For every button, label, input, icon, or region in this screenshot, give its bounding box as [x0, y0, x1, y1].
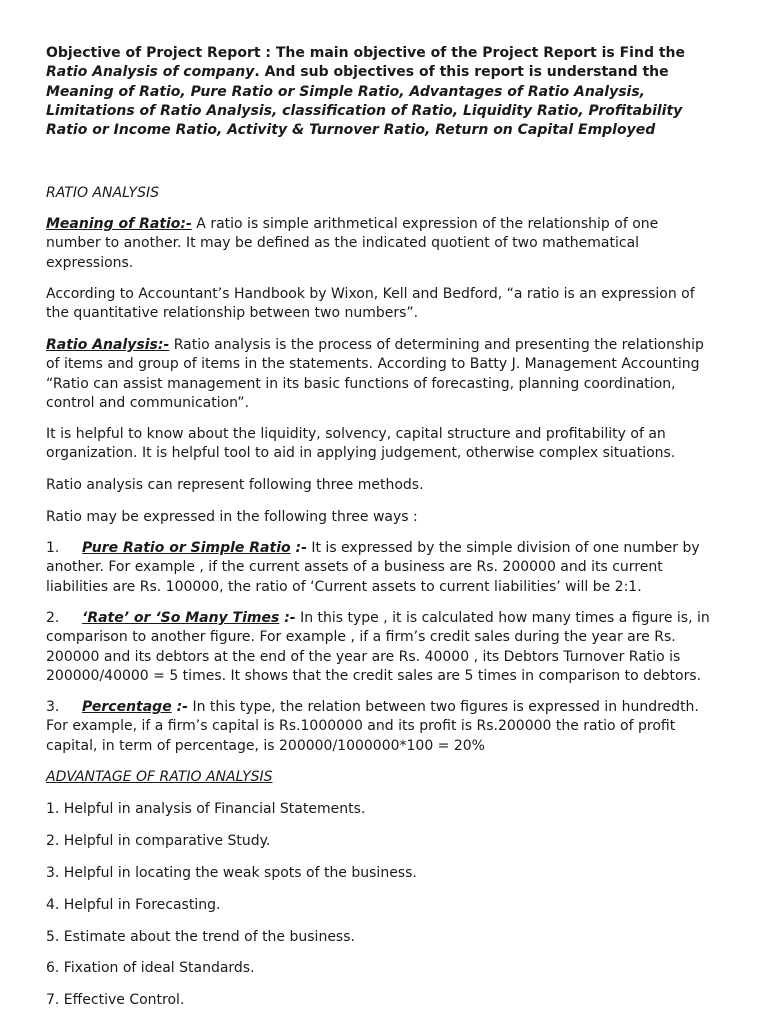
advantage-item-4: 4. Helpful in Forecasting. — [46, 897, 221, 913]
way-3-line-3: capital, in term of percentage, is 200000/1000000*100 = 20% — [46, 737, 485, 754]
advantage-item-3: 3. Helpful in locating the weak spots of the business. — [46, 865, 417, 881]
way-3-separator: :- — [171, 699, 188, 715]
advantage-item-2: 2. Helpful in comparative Study. — [46, 833, 271, 849]
way-1-line-2: another. For example , if the current assets of a business are Rs. 200000 and its current — [46, 559, 663, 576]
ratio-analysis-line-4: control and communication”. — [46, 394, 249, 411]
objective-line-3: Meaning of Ratio, Pure Ratio or Simple Ratio, Advantages of Ratio Analysis, — [46, 83, 645, 100]
ways-line: Ratio may be expressed in the following three ways : — [46, 509, 418, 525]
way-2-line-1 — [46, 609, 736, 628]
objective-ratio-analysis-phrase: Ratio Analysis of company — [46, 64, 255, 81]
ratio-analysis-line-2: of items and group of items in the statements. According to Batty J. Management Accounting — [46, 356, 700, 373]
handbook-line-2: the quantitative relationship between two numbers”. — [46, 305, 419, 322]
section-heading: RATIO ANALYSIS — [46, 185, 159, 201]
objective-line-4: Limitations of Ratio Analysis, classification of Ratio, Liquidity Ratio, Profitability — [46, 102, 683, 119]
advantage-heading: ADVANTAGE OF RATIO ANALYSIS — [46, 769, 273, 785]
way-1-label: Pure Ratio or Simple Ratio — [82, 540, 291, 556]
objective-line-2 — [46, 63, 736, 82]
way-3-line-2: For example, if a firm’s capital is Rs.1000000 and its profit is Rs.200000 the ratio of profit — [46, 718, 676, 735]
advantage-item-6: 6. Fixation of ideal Standards. — [46, 960, 255, 976]
way-3-line-1 — [46, 698, 736, 717]
way-3-number: 3. — [46, 699, 60, 715]
objective-paragraph — [46, 44, 736, 140]
ratio-analysis-label: Ratio Analysis:- — [46, 337, 170, 353]
way-1-number: 1. — [46, 540, 60, 556]
objective-line-5: Ratio or Income Ratio, Activity & Turnover Ratio, Return on Capital Employed — [46, 122, 656, 139]
way-2-separator: :- — [279, 610, 296, 626]
handbook-line-1: According to Accountant’s Handbook by Wixon, Kell and Bedford, “a ratio is an expression of — [46, 286, 695, 302]
way-2-line-1-text: In this type , it is calculated how many times a figure is, in — [295, 610, 710, 626]
ratio-analysis-line-1-text: Ratio analysis is the process of determining and presenting the relationship — [169, 337, 704, 353]
ratio-analysis-line-1 — [46, 336, 736, 355]
way-2-line-2: comparison to another figure. For example , if a firm’s credit sales during the year are Rs. — [46, 629, 676, 646]
way-2-line-3: 200000 and its debtors at the end of the year are Rs. 40000 , its Debtors Turnover Ratio is — [46, 648, 681, 665]
advantage-item-5: 5. Estimate about the trend of the business. — [46, 929, 355, 945]
way-1-line-3: liabilities are Rs. 100000, the ratio of ‘Current assets to current liabilities’ will be 2:1. — [46, 578, 642, 595]
meaning-line-2: number to another. It may be defined as the indicated quotient of two mathematical — [46, 235, 640, 252]
way-3-paragraph — [46, 698, 736, 756]
objective-line-1: Objective of Project Report : The main objective of the Project Report is Find the — [46, 45, 685, 61]
way-2-paragraph — [46, 609, 736, 686]
way-3-label: Percentage — [82, 699, 172, 715]
way-1-line-1-text: It is expressed by the simple division of one number by — [306, 540, 700, 556]
advantage-item-7: 7. Effective Control. — [46, 992, 185, 1008]
way-2-number: 2. — [46, 610, 60, 626]
way-2-line-4: 200000/40000 = 5 times. It shows that the credit sales are 5 times in comparison to debtors. — [46, 667, 702, 684]
way-1-line-1 — [46, 539, 736, 558]
helpful-paragraph — [46, 425, 736, 464]
meaning-paragraph — [46, 215, 736, 273]
methods-line: Ratio analysis can represent following three methods. — [46, 477, 424, 493]
way-1-paragraph — [46, 539, 736, 597]
meaning-line-1 — [46, 215, 736, 234]
way-1-separator: :- — [290, 540, 307, 556]
advantage-item-1: 1. Helpful in analysis of Financial Statements. — [46, 801, 366, 817]
objective-line-2-rest: . And sub objectives of this report is understand the — [254, 64, 669, 81]
helpful-line-1: It is helpful to know about the liquidity, solvency, capital structure and profitability of an — [46, 426, 666, 442]
ratio-analysis-line-3: “Ratio can assist management in its basic functions of forecasting, planning coordination, — [46, 375, 676, 392]
handbook-paragraph — [46, 285, 736, 324]
way-3-line-1-text: In this type, the relation between two figures is expressed in hundredth. — [188, 699, 699, 715]
meaning-line-1-text: A ratio is simple arithmetical expression of the relationship of one — [191, 216, 659, 232]
ratio-analysis-paragraph — [46, 336, 736, 413]
helpful-line-2: organization. It is helpful tool to aid in applying judgement, otherwise complex situations. — [46, 445, 676, 462]
meaning-line-3: expressions. — [46, 254, 134, 271]
meaning-label: Meaning of Ratio:- — [46, 216, 192, 232]
way-2-label: ‘Rate’ or ‘So Many Times — [82, 610, 280, 626]
